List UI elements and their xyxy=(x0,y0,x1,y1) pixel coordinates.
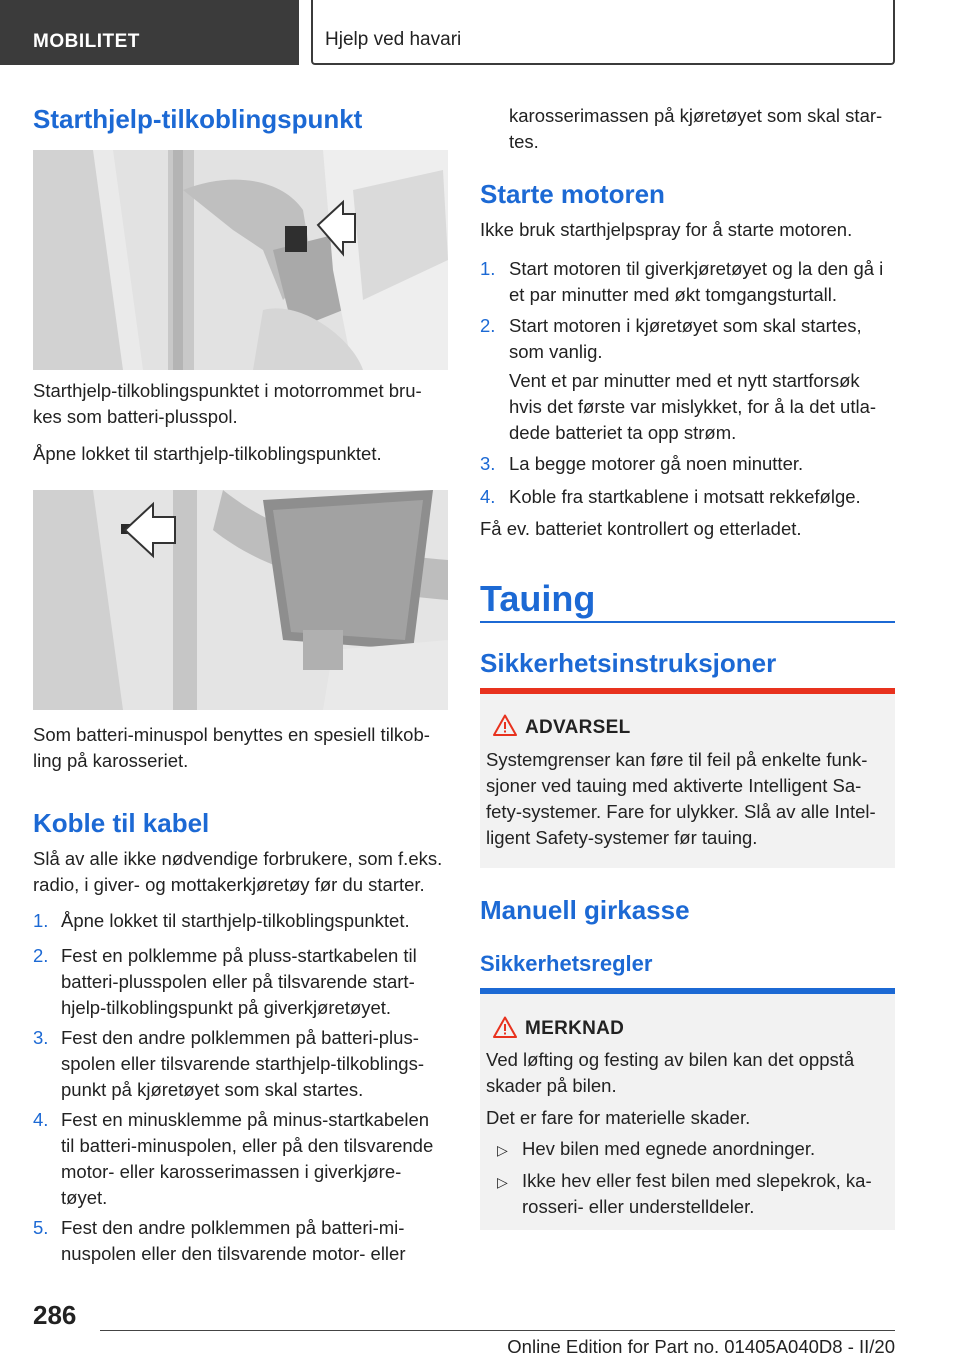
text-line: Hev bilen med egnede anordninger. xyxy=(522,1138,816,1159)
text-line: radio, i giver- og mottakerkjøretøy før du starter. xyxy=(33,874,425,895)
title-rule xyxy=(480,621,895,623)
step-text xyxy=(61,1107,451,1211)
step-text xyxy=(61,1025,451,1103)
text-line: fety-systemer. Fare for ulykker. Slå av alle Intel- xyxy=(486,801,876,822)
step-continuation xyxy=(509,103,899,155)
subtitle-safety-rules: Sikkerhetsregler xyxy=(480,951,653,976)
step-text xyxy=(61,943,451,1021)
text-line: skader på bilen. xyxy=(486,1075,617,1096)
chapter-tab xyxy=(311,0,895,65)
step-text xyxy=(509,256,909,308)
bullet-text xyxy=(522,1136,892,1162)
text-line: Fest en polklemme på pluss-startkabelen til xyxy=(61,945,417,966)
subtitle-connect-cable: Koble til kabel xyxy=(33,808,210,838)
section-title-jump-point: Starthjelp-tilkoblingspunkt xyxy=(33,104,363,134)
text-line: Start motoren i kjøretøyet som skal startes, xyxy=(509,315,862,336)
footer-rule xyxy=(100,1330,895,1331)
paragraph-start-intro: Ikke bruk starthjelpspray for å starte motoren. xyxy=(480,219,853,240)
text-line: punkt på kjøretøyet som skal startes. xyxy=(61,1079,364,1100)
text-line: dede batteriet ta opp strøm. xyxy=(509,422,737,443)
notice-label: MERKNAD xyxy=(525,1018,625,1039)
text-line: hvis det første var mislykket, for å la det utla- xyxy=(509,396,877,417)
step-number: 4. xyxy=(480,486,496,507)
text-line: batteri-plusspolen eller på tilsvarende start- xyxy=(61,971,415,992)
text-line: ligent Safety-systemer før tauing. xyxy=(486,827,758,848)
warning-text xyxy=(486,747,891,851)
subtitle-manual-gearbox: Manuell girkasse xyxy=(480,895,690,925)
text-line: spolen eller tilsvarende starthjelp-tilkoblings- xyxy=(61,1053,424,1074)
text-line: Ikke hev eller fest bilen med slepekrok, ka- xyxy=(522,1170,872,1191)
warning-callout xyxy=(480,688,895,868)
text-line: karosserimassen på kjøretøyet som skal star- xyxy=(509,105,883,126)
text-line: hjelp-tilkoblingspunkt på giverkjøretøyet. xyxy=(61,997,392,1018)
bullet-icon: ▷ xyxy=(497,1142,508,1158)
text-line: som vanlig. xyxy=(509,341,603,362)
text-line: Fest en minusklemme på minus-startkabelen xyxy=(61,1109,430,1130)
step-number: 1. xyxy=(33,910,49,931)
text-line: ling på karosseriet. xyxy=(33,750,189,771)
warning-label: ADVARSEL xyxy=(525,717,631,738)
step-number: 2. xyxy=(33,945,49,966)
step-text xyxy=(61,1215,451,1267)
notice-callout xyxy=(480,988,895,1230)
engine-bay-photo-plus xyxy=(33,150,448,370)
step-number: 3. xyxy=(480,453,496,474)
text-line: Ved løfting og festing av bilen kan det oppstå xyxy=(486,1049,855,1070)
text-line: Slå av alle ikke nødvendige forbrukere, som f.eks. xyxy=(33,848,443,869)
subtitle-safety-instructions: Sikkerhetsinstruksjoner xyxy=(480,648,777,678)
text-line: rosseri- eller understelldeler. xyxy=(522,1196,755,1217)
notice-text xyxy=(486,1047,891,1099)
notice-text-risk: Det er fare for materielle skader. xyxy=(486,1107,751,1128)
text-line: Fest den andre polklemmen på batteri-mi- xyxy=(61,1217,405,1238)
paragraph-intro xyxy=(33,846,448,898)
subtitle-start-engine: Starte motoren xyxy=(480,179,665,209)
notice-bar xyxy=(480,988,895,994)
step-text xyxy=(509,451,909,477)
edition-note: Online Edition for Part no. 01405A040D8 - II/20 xyxy=(507,1336,895,1357)
bullet-text xyxy=(522,1168,892,1220)
step-text xyxy=(61,908,451,934)
text-line: sjoner ved tauing med aktiverte Intelligent Sa- xyxy=(486,775,862,796)
paragraph-open-cover: Åpne lokket til starthjelp-tilkoblingspunktet. xyxy=(33,443,382,464)
text-line: til batteri-minuspolen, eller på den tilsvarende xyxy=(61,1135,434,1156)
text-line: Åpne lokket til starthjelp-tilkoblingspunktet. xyxy=(61,910,410,931)
text-line: Som batteri-minuspol benyttes en spesiell tilkob- xyxy=(33,724,430,745)
warning-triangle-icon xyxy=(493,714,517,736)
step-number: 3. xyxy=(33,1027,49,1048)
step-note xyxy=(509,368,909,446)
warning-bar xyxy=(480,688,895,694)
paragraph-minus-pole xyxy=(33,722,448,774)
step-number: 5. xyxy=(33,1217,49,1238)
notice-triangle-icon xyxy=(493,1016,517,1038)
text-line: tøyet. xyxy=(61,1187,108,1208)
chapter-label: Hjelp ved havari xyxy=(325,29,462,50)
text-line: Start motoren til giverkjøretøyet og la den gå i xyxy=(509,258,884,279)
step-number: 1. xyxy=(480,258,496,279)
text-line: tes. xyxy=(509,131,539,152)
chapter-title-towing: Tauing xyxy=(480,578,596,619)
text-line: Fest den andre polklemmen på batteri-plus- xyxy=(61,1027,419,1048)
section-label: MOBILITET xyxy=(33,31,140,52)
step-text xyxy=(509,484,909,510)
section-tab xyxy=(0,0,299,65)
paragraph-plus-pole xyxy=(33,378,448,430)
text-line: kes som batteri-plusspol. xyxy=(33,406,238,427)
step-text xyxy=(509,313,909,365)
step-number: 4. xyxy=(33,1109,49,1130)
page-number: 286 xyxy=(33,1300,77,1330)
text-line: et par minutter med økt tomgangsturtall. xyxy=(509,284,837,305)
text-line: Vent et par minutter med et nytt startforsøk xyxy=(509,370,860,391)
paragraph-start-outro: Få ev. batteriet kontrollert og etterladet. xyxy=(480,518,802,539)
bullet-icon: ▷ xyxy=(497,1174,508,1190)
step-number: 2. xyxy=(480,315,496,336)
text-line: Koble fra startkablene i motsatt rekkefølge. xyxy=(509,486,861,507)
engine-bay-photo-minus xyxy=(33,490,448,710)
text-line: Systemgrenser kan føre til feil på enkelte funk- xyxy=(486,749,868,770)
text-line: Starthjelp-tilkoblingspunktet i motorrommet bru- xyxy=(33,380,422,401)
text-line: motor- eller karosserimassen i giverkjøre- xyxy=(61,1161,402,1182)
text-line: nuspolen eller den tilsvarende motor- eller xyxy=(61,1243,406,1264)
text-line: La begge motorer gå noen minutter. xyxy=(509,453,804,474)
